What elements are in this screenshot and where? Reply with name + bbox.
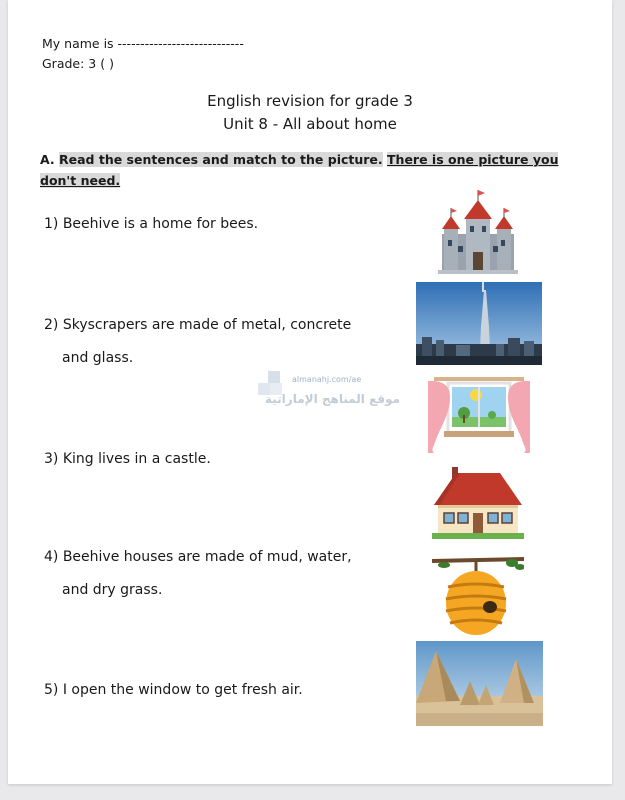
beehive-houses-picture (416, 641, 543, 726)
grade-line: Grade: 3 ( ) (42, 56, 114, 71)
sentence-1: 1) Beehive is a home for bees. (44, 216, 259, 232)
unit-title: Unit 8 - All about home (223, 115, 397, 133)
sentence-4: 4) Beehive houses are made of mud, water, (44, 549, 352, 565)
watermark-arabic: موقع المناهج الإماراتية (265, 392, 401, 406)
skyscraper-picture (416, 282, 542, 365)
sentence-5: 5) I open the window to get fresh air. (44, 682, 303, 698)
worksheet-page (8, 0, 612, 784)
instruction-underlined: There is one picture you don't need. (40, 152, 559, 188)
window-picture (428, 375, 530, 455)
sentence-3: 3) King lives in a castle. (44, 451, 211, 467)
page-title: English revision for grade 3 (207, 92, 413, 110)
sentence-2-cont: and glass. (62, 350, 134, 366)
section-a-instruction (40, 149, 585, 191)
instruction-text: Read the sentences and match to the picture. (59, 152, 383, 167)
castle-picture (438, 190, 518, 274)
student-name-line: My name is ---------------------------- (42, 36, 244, 51)
sentence-2: 2) Skyscrapers are made of metal, concrete (44, 317, 352, 333)
house-picture (432, 467, 524, 539)
section-letter: A. (40, 152, 55, 167)
watermark-url: almanahj.com/ae (292, 375, 362, 384)
beehive-picture (432, 553, 524, 637)
sentence-4-cont: and dry grass. (62, 582, 163, 598)
